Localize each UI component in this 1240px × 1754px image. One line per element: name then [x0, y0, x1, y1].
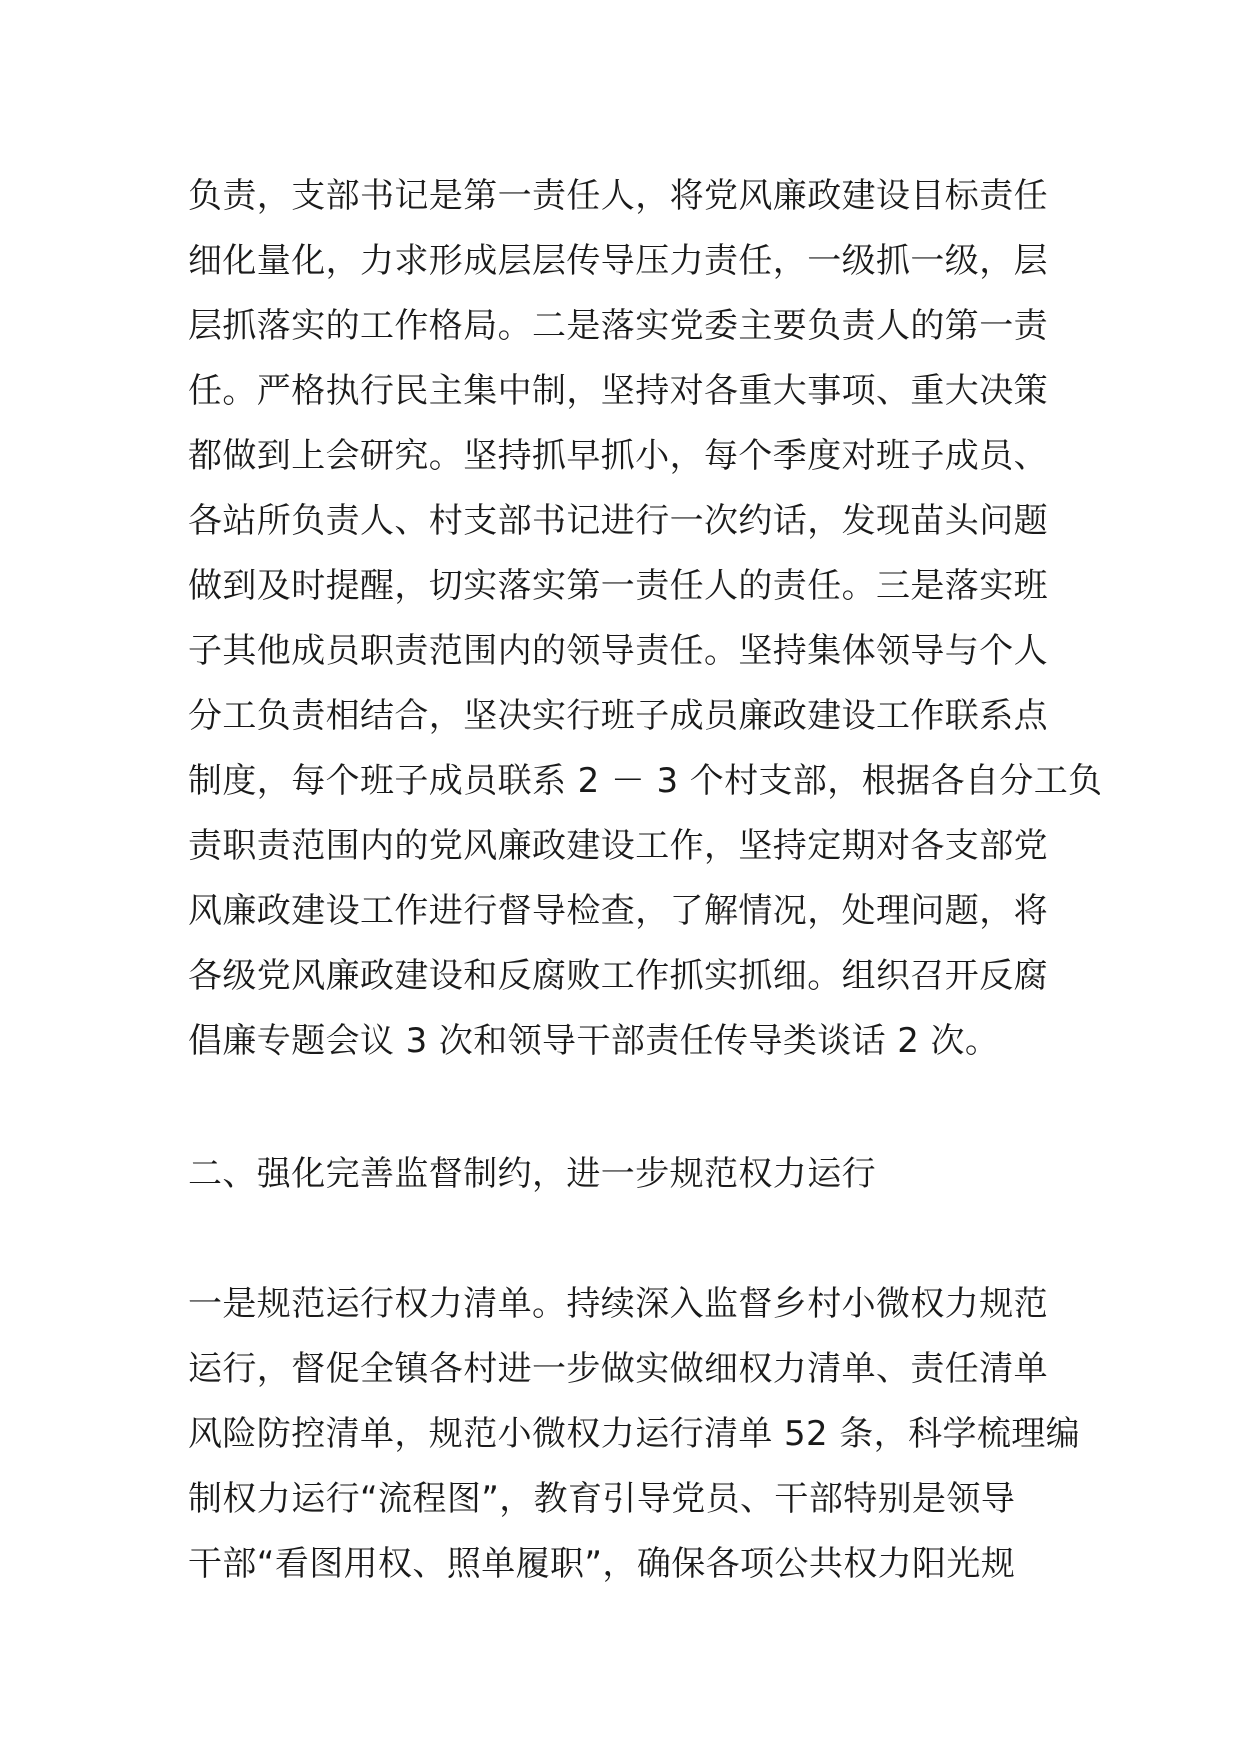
paragraph-line: 层抓落实的工作格局。二是落实党委主要负责人的第一责	[188, 306, 1048, 346]
paragraph-line: 任。严格执行民主集中制，坚持对各重大事项、重大决策	[188, 371, 1048, 411]
section-heading-text: 二、强化完善监督制约，进一步规范权力运行	[188, 1154, 876, 1194]
paragraph-line: 责职责范围内的党风廉政建设工作，坚持定期对各支部党	[188, 826, 1048, 866]
section-heading	[188, 1142, 1054, 1207]
paragraph-line: 风险防控清单，规范小微权力运行清单 52 条，科学梳理编	[188, 1414, 1081, 1454]
paragraph-line: 各级党风廉政建设和反腐败工作抓实抓细。组织召开反腐	[188, 956, 1048, 996]
paragraph-line: 都做到上会研究。坚持抓早抓小，每个季度对班子成员、	[188, 436, 1048, 476]
paragraph-line: 风廉政建设工作进行督导检查，了解情况，处理问题，将	[188, 891, 1048, 931]
paragraph-line: 分工负责相结合，坚决实行班子成员廉政建设工作联系点	[188, 696, 1048, 736]
paragraph-line: 倡廉专题会议 3 次和领导干部责任传导类谈话 2 次。	[188, 1021, 1000, 1061]
paragraph-responsibility	[188, 164, 1103, 1074]
paragraph-line: 一是规范运行权力清单。持续深入监督乡村小微权力规范	[188, 1284, 1048, 1324]
paragraph-line: 制度，每个班子成员联系 2 － 3 个村支部，根据各自分工负	[188, 761, 1103, 801]
paragraph-line: 制权力运行“流程图”，教育引导党员、干部特别是领导	[188, 1479, 1016, 1519]
paragraph-line: 各站所负责人、村支部书记进行一次约话，发现苗头问题	[188, 501, 1048, 541]
paragraph-line: 负责，支部书记是第一责任人，将党风廉政建设目标责任	[188, 176, 1048, 216]
paragraph-line: 做到及时提醒，切实落实第一责任人的责任。三是落实班	[188, 566, 1048, 606]
paragraph-line: 子其他成员职责范围内的领导责任。坚持集体领导与个人	[188, 631, 1048, 671]
paragraph-line: 细化量化，力求形成层层传导压力责任，一级抓一级，层	[188, 241, 1048, 281]
paragraph-power-list	[188, 1272, 1081, 1597]
paragraph-line: 干部“看图用权、照单履职”，确保各项公共权力阳光规	[188, 1544, 1016, 1584]
paragraph-line: 运行，督促全镇各村进一步做实做细权力清单、责任清单	[188, 1349, 1048, 1389]
